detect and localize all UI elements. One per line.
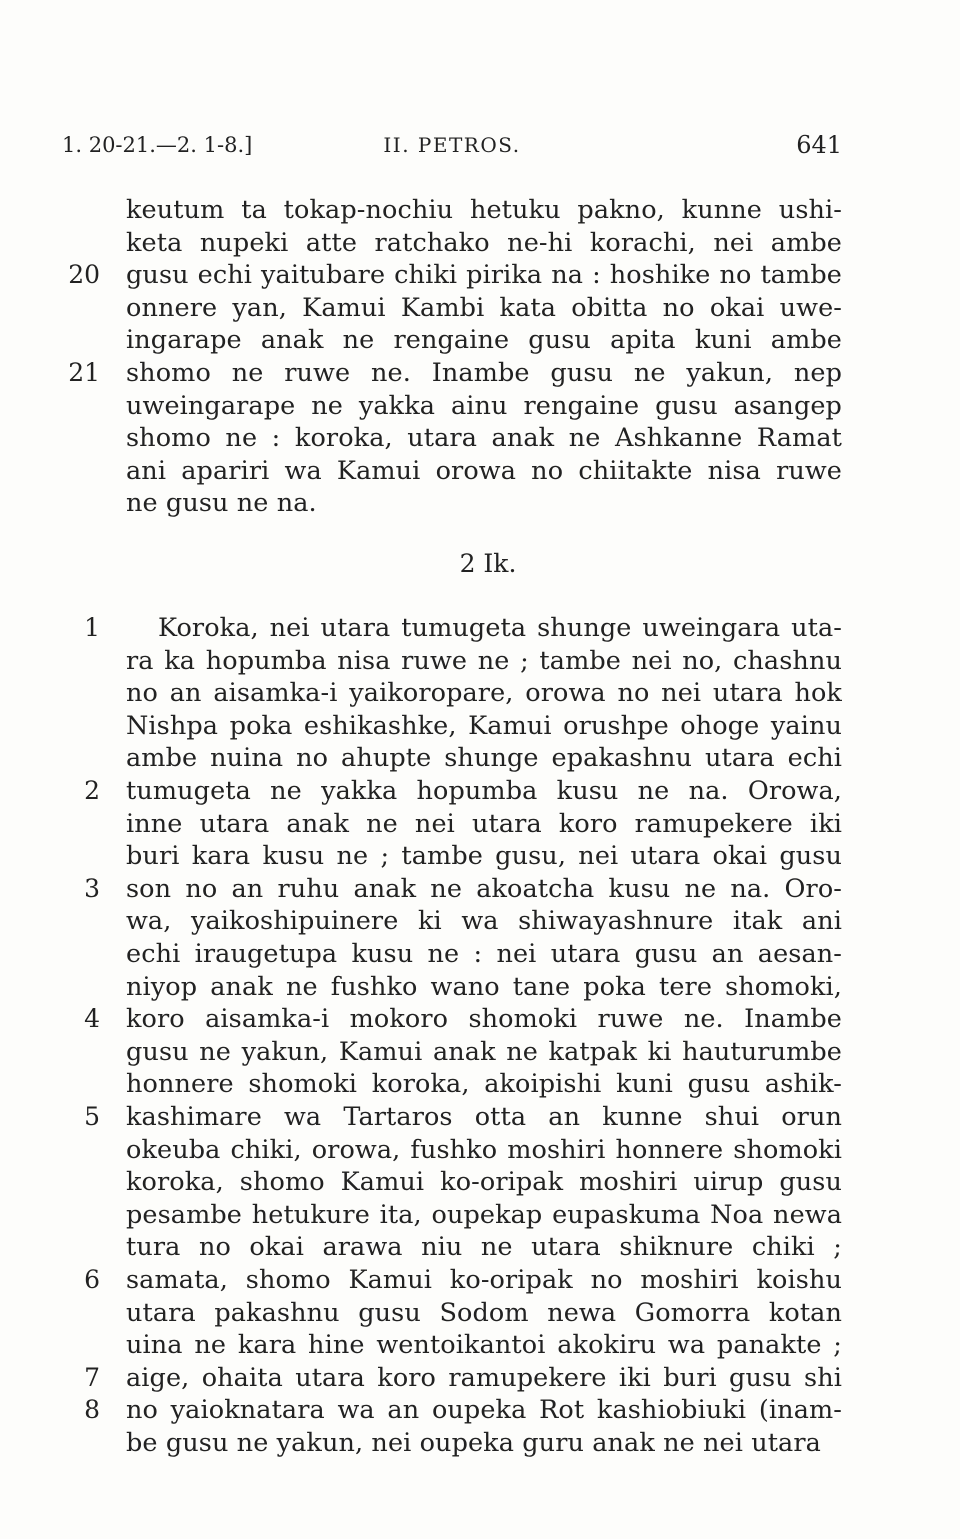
text-line: kashimare wa Tartaros otta an kunne shui orun — [126, 1102, 842, 1132]
text-line: wa, yaikoshipuinere ki wa shiwayashnure itak ani — [126, 906, 842, 937]
verse-number: 20 — [68, 260, 100, 290]
verse-number: 4 — [84, 1004, 100, 1034]
text-line: inne utara anak ne nei utara koro ramupekere iki — [126, 808, 842, 839]
text-line: be gusu ne yakun, nei oupeka guru anak ne nei utara — [126, 1428, 821, 1458]
text-line: onnere yan, Kamui Kambi kata obitta no okai uwe- — [126, 292, 842, 323]
header-verse-range: 1. 20-21.—2. 1-8.] — [62, 133, 253, 157]
header-book-title: II. PETROS. — [383, 133, 521, 157]
text-line: keutum ta tokap-nochiu hetuku pakno, kunne ushi- — [126, 195, 842, 225]
verse-number: 6 — [84, 1265, 100, 1294]
text-line: buri kara kusu ne ; tambe gusu, nei utara okai gusu — [126, 841, 842, 872]
text-line: gusu echi yaitubare chiki pirika na : hoshike no tambe — [126, 260, 842, 291]
text-line: pesambe hetukure ita, oupekap eupaskuma Noa newa — [126, 1199, 842, 1230]
text-line: ne gusu ne na. — [126, 488, 317, 519]
text-line: Nishpa poka eshikashke, Kamui orushpe ohoge yainu — [126, 710, 842, 741]
text-line: uina ne kara hine wentoikantoi akokiru wa panakte ; — [126, 1330, 842, 1361]
verse-number: 7 — [84, 1362, 100, 1392]
verse-number: 2 — [84, 776, 100, 805]
verse-number: 1 — [84, 613, 100, 642]
text-line: koro aisamka-i mokoro shomoki ruwe ne. Inambe — [126, 1004, 842, 1035]
text-line: shomo ne : koroka, utara anak ne Ashkanne Ramat — [126, 423, 842, 454]
running-header — [62, 128, 842, 162]
text-line: gusu ne yakun, Kamui anak ne katpak ki hauturumbe — [126, 1036, 842, 1067]
text-line: samata, shomo Kamui ko-oripak no moshiri koishu — [126, 1265, 842, 1295]
page-number: 641 — [796, 131, 842, 159]
verse-number: 3 — [84, 873, 100, 903]
text-line: ambe nuina no ahupte shunge epakashnu utara echi — [126, 743, 842, 774]
text-line: no yaioknatara wa an oupeka Rot kashiobiuki (inam- — [126, 1395, 842, 1426]
verse-number: 8 — [84, 1395, 100, 1425]
text-line: ra ka hopumba nisa ruwe ne ; tambe nei no, chashnu — [126, 645, 842, 676]
text-line: no an aisamka-i yaikoropare, orowa no nei utara hok — [126, 678, 842, 709]
verse-number: 21 — [68, 358, 100, 387]
text-line: uweingarape ne yakka ainu rengaine gusu asangep — [126, 390, 842, 421]
verse-number: 5 — [84, 1102, 100, 1131]
text-line: echi iraugetupa kusu ne : nei utara gusu an aesan- — [126, 939, 842, 969]
text-line: honnere shomoki koroka, akoipishi kuni gusu ashik- — [126, 1069, 842, 1100]
text-line: utara pakashnu gusu Sodom newa Gomorra kotan — [126, 1297, 842, 1328]
text-line: ingarape anak ne rengaine gusu apita kuni ambe — [126, 325, 842, 356]
text-line: shomo ne ruwe ne. Inambe gusu ne yakun, nep — [126, 358, 842, 388]
text-line: tura no okai arawa niu ne utara shiknure chiki ; — [126, 1232, 842, 1263]
chapter-heading: 2 Ik. — [459, 549, 517, 578]
text-line: aige, ohaita utara koro ramupekere iki buri gusu shi — [126, 1362, 842, 1393]
text-line: koroka, shomo Kamui ko-oripak moshiri uirup gusu — [126, 1167, 842, 1198]
text-line: son no an ruhu anak ne akoatcha kusu ne na. Oro- — [126, 873, 842, 904]
text-line: tumugeta ne yakka hopumba kusu ne na. Orowa, — [126, 776, 842, 806]
text-line: keta nupeki atte ratchako ne-hi korachi, nei ambe — [126, 227, 842, 258]
text-line: ani apariri wa Kamui orowa no chiitakte nisa ruwe — [126, 455, 842, 486]
text-line: Koroka, nei utara tumugeta shunge uweingara uta- — [158, 613, 842, 643]
text-line: niyop anak ne fushko wano tane poka tere shomoki, — [126, 971, 842, 1002]
text-line: okeuba chiki, orowa, fushko moshiri honnere shomoki — [126, 1134, 842, 1165]
